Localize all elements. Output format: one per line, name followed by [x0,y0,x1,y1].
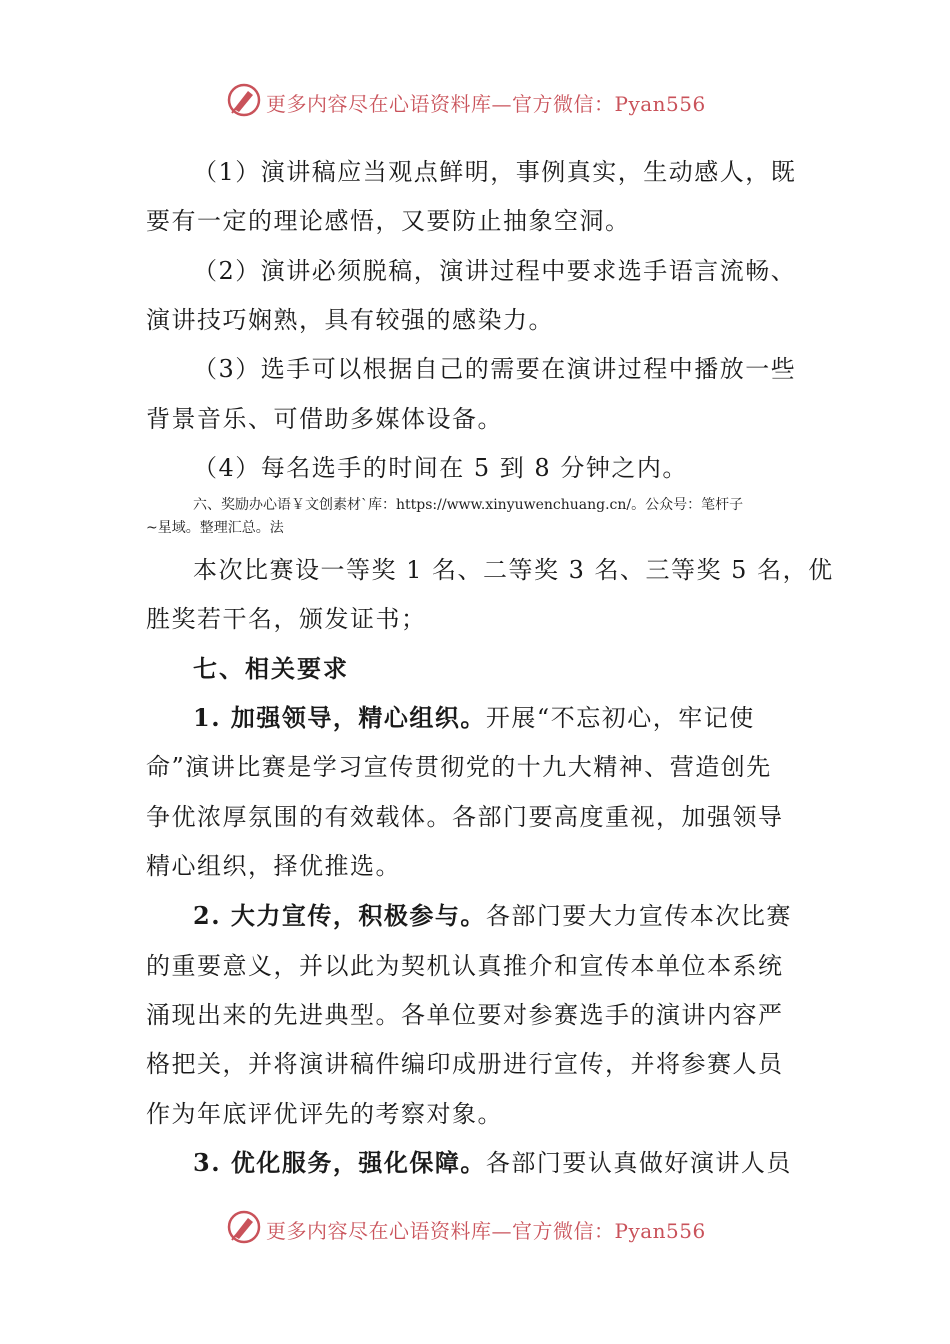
banner-separator: — [491,1219,512,1243]
item-2-line-1: （2）演讲必须脱稿，演讲过程中要求选手语言流畅、 [193,257,797,285]
paragraph-2-line-2: 的重要意义，并以此为契机认真推介和宣传本单位本系统 [146,952,784,980]
banner-text [266,88,706,117]
item-3-line-1: （3）选手可以根据自己的需要在演讲过程中播放一些 [193,355,797,383]
note-line-1: 六、奖励办心语￥文创素材`库：https://www.xinyuwenchuang.cn/。公众号：笔杆子 [193,497,744,513]
paragraph-2-line-1 [193,901,857,931]
paragraph-1-line-4: 精心组织，择优推选。 [146,852,401,880]
paragraph-1-line-1 [193,703,857,733]
pen-logo-icon [226,82,262,118]
item-2-line-2: 演讲技巧娴熟，具有较强的感染力。 [146,306,554,334]
item-3-line-2: 背景音乐、可借助多媒体设备。 [146,405,503,433]
paragraph-3-text: 各部门要认真做好演讲人员 [485,1149,792,1177]
paragraph-2-line-5: 作为年底评优评先的考察对象。 [146,1100,503,1128]
awards-line-1: 本次比赛设一等奖 1 名、二等奖 3 名、三等奖 5 名，优 [193,556,834,584]
paragraph-1-line-2: 命”演讲比赛是学习宣传贯彻党的十九大精神、营造创先 [146,753,772,781]
header-banner [0,82,950,122]
awards-line-2: 胜奖若干名，颁发证书； [146,605,427,633]
banner-wechat: 官方微信：Pyan556 [512,1219,706,1243]
footer-banner [0,1209,950,1249]
pen-logo-icon [226,1209,262,1245]
paragraph-1-text: 开展“不忘初心，牢记使 [485,704,755,732]
banner-title: 更多内容尽在心语资料库 [266,1219,492,1243]
item-4-line: （4）每名选手的时间在 5 到 8 分钟之内。 [193,454,688,482]
section-heading: 七、相关要求 [193,655,349,683]
paragraph-2-text: 各部门要大力宣传本次比赛 [485,902,792,930]
banner-title: 更多内容尽在心语资料库 [266,92,492,116]
item-1-line-2: 要有一定的理论感悟，又要防止抽象空洞。 [146,207,631,235]
paragraph-1-title: 1. 加强领导，精心组织。 [193,703,486,732]
paragraph-2-title: 2. 大力宣传，积极参与。 [193,901,486,930]
paragraph-3-title: 3. 优化服务，强化保障。 [193,1148,486,1177]
paragraph-2-line-4: 格把关，并将演讲稿件编印成册进行宣传，并将参赛人员 [146,1050,784,1078]
banner-wechat: 官方微信：Pyan556 [512,92,706,116]
paragraph-3-line-1 [193,1148,857,1178]
item-1-line-1: （1）演讲稿应当观点鲜明，事例真实，生动感人，既 [193,158,797,186]
note-line-2: ~星域。整理汇总。法 [146,520,284,536]
banner-text [266,1215,706,1244]
paragraph-2-line-3: 涌现出来的先进典型。各单位要对参赛选手的演讲内容严 [146,1001,784,1029]
paragraph-1-line-3: 争优浓厚氛围的有效载体。各部门要高度重视，加强领导 [146,803,784,831]
banner-separator: — [491,92,512,116]
